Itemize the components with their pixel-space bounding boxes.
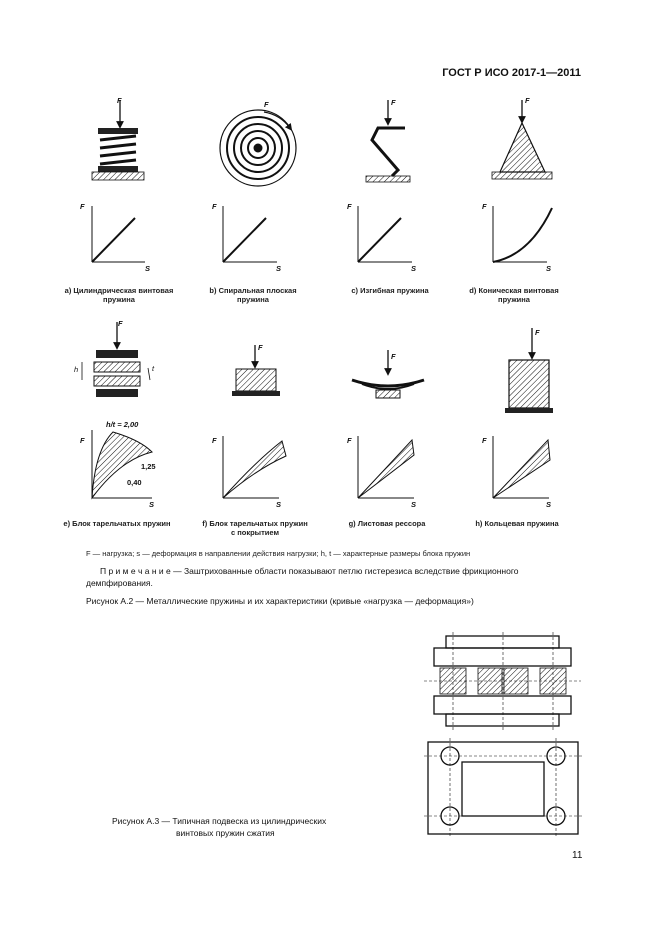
axis-s-d: S — [546, 264, 552, 273]
axis-s-c: S — [411, 264, 417, 273]
force-label-c: F — [391, 98, 396, 107]
figure-a3-caption-line1: Рисунок А.3 — Типичная подвеска из цилиндрических — [112, 816, 327, 826]
figure-legend: F — нагрузка; s — деформация в направлении действия нагрузки; h, t — характерные размеры блока пружин — [86, 549, 471, 558]
ratio-label: h/t = 2,00 — [106, 420, 139, 429]
force-label-b: F — [264, 100, 269, 109]
curve-label-040: 0,40 — [127, 478, 142, 487]
axis-s-f: S — [276, 500, 282, 509]
page-number: 11 — [572, 850, 583, 861]
conical-spring-illustration — [492, 100, 552, 179]
force-label-h: F — [535, 328, 540, 337]
graph-c — [358, 206, 412, 262]
graph-d — [493, 206, 552, 262]
axis-f-g: F — [347, 436, 352, 445]
leaf-spring-illustration — [352, 350, 424, 398]
label-c: c) Изгибная пружина — [351, 286, 429, 295]
graph-f — [223, 436, 286, 498]
axis-s-a: S — [145, 264, 151, 273]
force-label-e: F — [118, 319, 123, 328]
curve-label-125: 1,25 — [141, 462, 156, 471]
axis-f-b: F — [212, 202, 217, 211]
axis-f-f: F — [212, 436, 217, 445]
figure-a3-drawing — [420, 630, 585, 840]
label-a: а) Цилиндрическая винтовая пружина — [64, 286, 174, 304]
axis-s-e: S — [149, 500, 155, 509]
axis-f-d: F — [482, 202, 487, 211]
graph-g — [358, 436, 414, 498]
graph-h — [493, 436, 550, 498]
figure-a3-caption-line2: винтовых пружин сжатия — [176, 828, 275, 838]
label-f: f) Блок тарельчатых пружин с покрытием — [202, 519, 308, 537]
dim-h-label: h — [74, 365, 79, 374]
force-label-a: F — [117, 96, 122, 105]
figure-note: П р и м е ч а н и е — Заштрихованные области показывают петлю гистерезиса вследствие фрикционного демпфирования. — [86, 566, 519, 588]
axis-f-c: F — [347, 202, 352, 211]
axis-s-g: S — [411, 500, 417, 509]
disc-spring-stack-illustration — [82, 322, 150, 397]
axis-f-h: F — [482, 436, 487, 445]
graph-b — [223, 206, 277, 262]
label-g: g) Листовая рессора — [348, 519, 426, 528]
dim-t-label: t — [152, 364, 155, 373]
force-label-f: F — [258, 343, 263, 352]
force-label-g: F — [391, 352, 396, 361]
axis-f-e: F — [80, 436, 85, 445]
coil-spring-illustration — [92, 100, 144, 180]
document-code: ГОСТ Р ИСО 2017-1—2011 — [442, 67, 581, 79]
axis-s-h: S — [546, 500, 552, 509]
force-label-d: F — [525, 96, 530, 105]
coated-disc-spring-illustration — [232, 345, 280, 396]
label-h: h) Кольцевая пружина — [475, 519, 559, 528]
axis-s-b: S — [276, 264, 282, 273]
ring-spring-illustration — [505, 328, 553, 413]
bending-spring-illustration — [366, 100, 410, 182]
label-d: d) Коническая винтовая пружина — [469, 286, 559, 304]
graph-a — [92, 206, 145, 262]
spiral-spring-illustration — [220, 110, 296, 186]
axis-f-a: F — [80, 202, 85, 211]
figure-a2-caption: Рисунок А.2 — Металлические пружины и их характеристики (кривые «нагрузка — деформация») — [86, 596, 474, 606]
label-e: e) Блок тарельчатых пружин — [63, 519, 171, 528]
label-b: b) Спиральная плоская пружина — [209, 286, 297, 304]
